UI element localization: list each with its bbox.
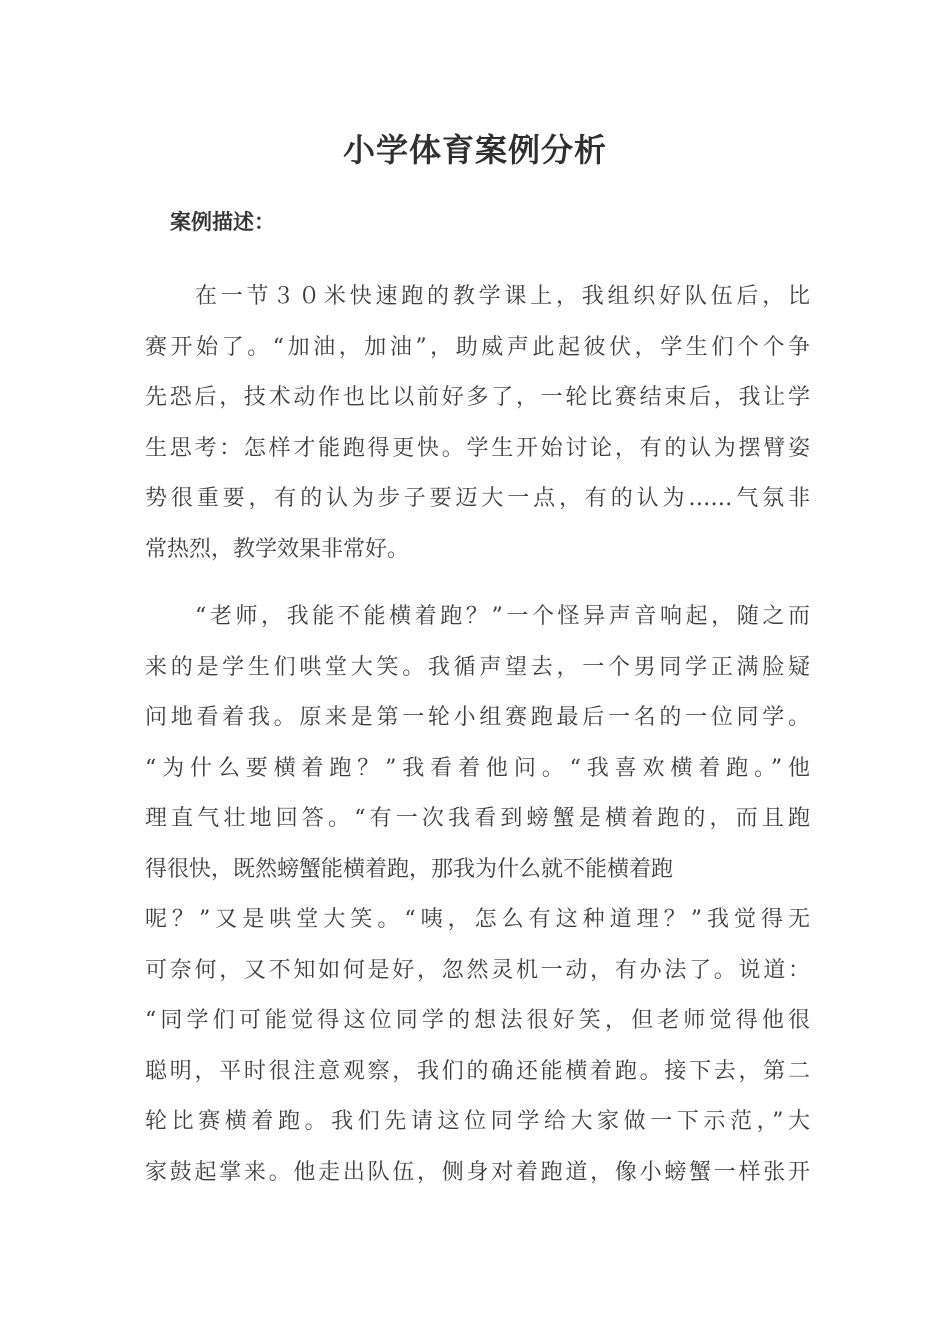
paragraph-line: “为什么要横着跑？”我看着他问。“我喜欢横着跑。”他: [145, 755, 810, 781]
paragraph-line: 聪明，平时很注意观察，我们的确还能横着跑。接下去，第二: [145, 1058, 810, 1084]
paragraph-line: 先恐后，技术动作也比以前好多了，一轮比赛结束后，我让学: [145, 385, 810, 410]
paragraph-line: 来的是学生们哄堂大笑。我循声望去，一个男同学正满脸疑: [145, 654, 810, 680]
document-title: 小学体育案例分析: [342, 131, 607, 169]
paragraph-line: 问地看着我。原来是第一轮小组赛跑最后一名的一位同学。: [145, 705, 810, 730]
paragraph-line: 呢？”又是哄堂大笑。“咦，怎么有这种道理？”我觉得无: [145, 907, 810, 932]
paragraph-line: 常热烈，教学效果非常好。: [145, 536, 410, 562]
paragraph-line: 势很重要，有的认为步子要迈大一点，有的认为……气氛非: [145, 486, 810, 511]
paragraph-line: 得很快，既然螃蟹能横着跑，那我为什么就不能横着跑: [145, 856, 674, 882]
paragraph-line: 家鼓起掌来。他走出队伍，侧身对着跑道，像小螃蟹一样张开: [145, 1159, 810, 1185]
paragraph-line: “同学们可能觉得这位同学的想法很好笑，但老师觉得他很: [145, 1008, 810, 1033]
paragraph-line: 可奈何，又不知如何是好，忽然灵机一动，有办法了。说道：: [145, 957, 810, 983]
paragraph-2: [145, 592, 810, 1198]
paragraph-1: [145, 272, 810, 575]
paragraph-line: 理直气壮地回答。“有一次我看到螃蟹是横着跑的，而且跑: [145, 806, 810, 831]
paragraph-line: 生思考：怎样才能跑得更快。学生开始讨论，有的认为摆臂姿: [145, 435, 810, 461]
paragraph-line: 轮比赛横着跑。我们先请这位同学给大家做一下示范，”大: [145, 1109, 810, 1134]
paragraph-line: “老师，我能不能横着跑？”一个怪异声音响起，随之而: [195, 604, 810, 629]
paragraph-line: 赛开始了。“加油，加油”，助威声此起彼伏，学生们个个争: [145, 334, 810, 360]
paragraph-line: 在一节３０米快速跑的教学课上，我组织好队伍后，比: [195, 284, 810, 309]
section-heading: 案例描述：: [170, 210, 275, 234]
